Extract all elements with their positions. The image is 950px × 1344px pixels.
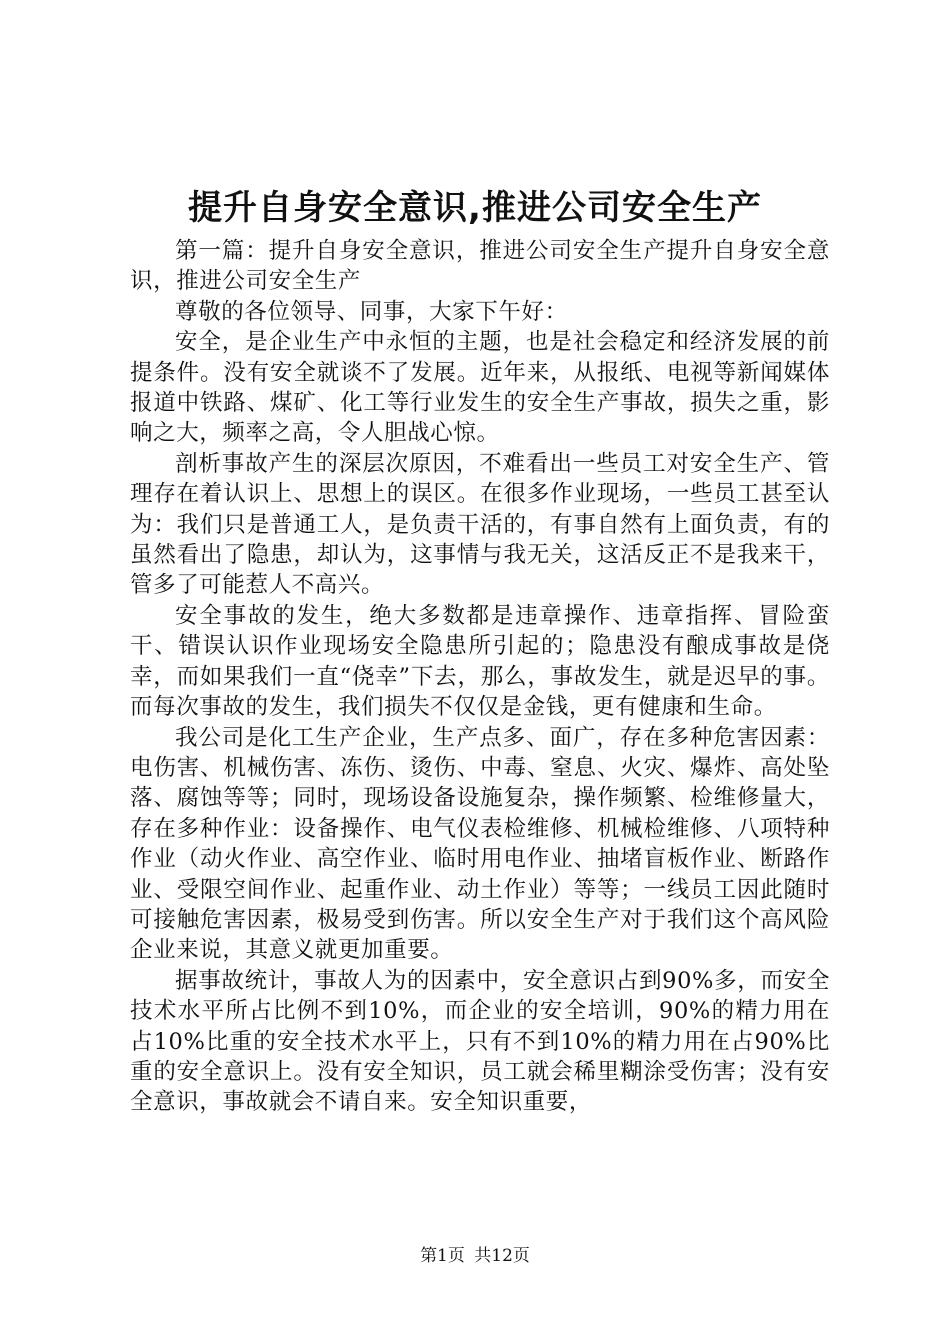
page-footer: [0, 1244, 950, 1268]
paragraph: 剖析事故产生的深层次原因，不难看出一些员工对安全生产、管理存在着认识上、思想上的误区。在很多作业现场，一些员工甚至认为：我们只是普通工人，是负责干活的，有事自然有上面负责，有的虽然看出了隐患，却认为，这事情与我无关，这活反正不是我来干，管多了可能惹人不高兴。: [130, 450, 830, 599]
document-body: [130, 236, 830, 1118]
paragraph: 安全，是企业生产中永恒的主题，也是社会稳定和经济发展的前提条件。没有安全就谈不了发展。近年来，从报纸、电视等新闻媒体报道中铁路、煤矿、化工等行业发生的安全生产事故，损失之重，影响之大，频率之高，令人胆战心惊。: [130, 329, 830, 447]
page-total: 共12页: [474, 1246, 530, 1266]
paragraph: 安全事故的发生，绝大多数都是违章操作、违章指挥、冒险蛮干、错误认识作业现场安全隐患所引起的；隐患没有酿成事故是侥幸，而如果我们一直“侥幸”下去，那么，事故发生，就是迟早的事。而每次事故的发生，我们损失不仅仅是金钱，更有健康和生命。: [130, 602, 830, 721]
page-number: 第1页: [420, 1246, 465, 1266]
paragraph: 尊敬的各位领导、同事，大家下午好：: [175, 298, 568, 325]
paragraph: 我公司是化工生产企业，生产点多、面广，存在多种危害因素：电伤害、机械伤害、冻伤、烫伤、中毒、窒息、火灾、爆炸、高处坠落、腐蚀等等；同时，现场设备设施复杂，操作频繁、检维修量大，存在多种作业：设备操作、电气仪表检维修、机械检维修、八项特种作业（动火作业、高空作业、临时用电作业、抽堵盲板作业、断路作业、受限空间作业、起重作业、动土作业）等等；一线员工因此随时可接触危害因素，极易受到伤害。所以安全生产对于我们这个高风险企业来说，其意义就更加重要。: [130, 724, 830, 964]
paragraph: 据事故统计，事故人为的因素中，安全意识占到90%多，而安全技术水平所占比例不到10%，而企业的安全培训，90%的精力用在占10%比重的安全技术水平上，只有不到10%的精力用在占90%比重的安全意识上。没有安全知识，员工就会稀里糊涂受伤害；没有安全意识，事故就会不请自来。安全知识重要，: [130, 967, 830, 1116]
paragraph: 第一篇：提升自身安全意识，推进公司安全生产提升自身安全意识，推进公司安全生产: [130, 238, 830, 295]
document-title: 提升自身安全意识,推进公司安全生产: [188, 188, 762, 228]
